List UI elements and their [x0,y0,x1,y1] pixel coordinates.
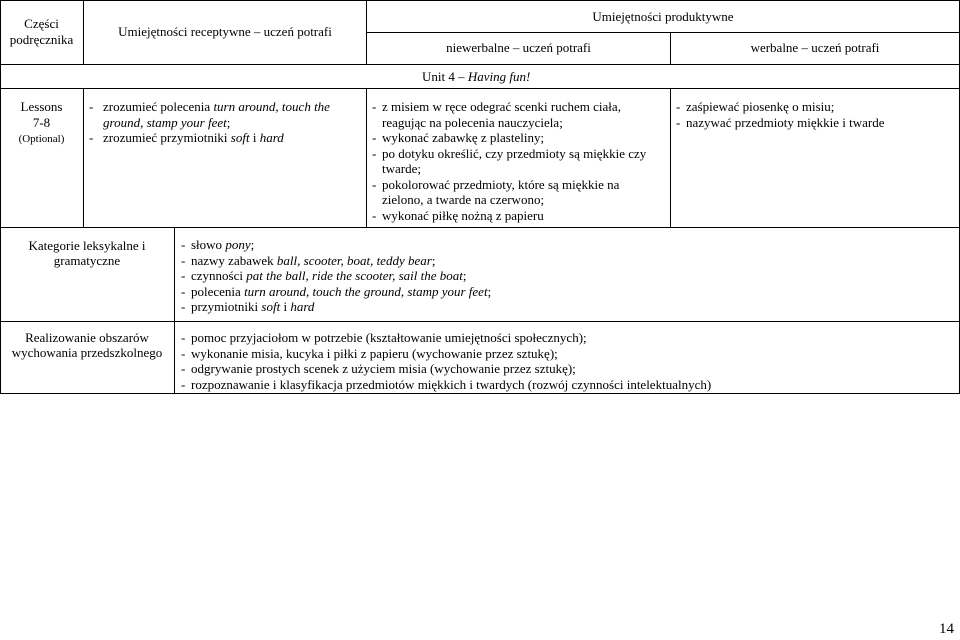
category-item: - polecenia turn around, touch the ground, stamp your feet; [181,284,951,300]
category-item: - słowo pony; [181,237,951,253]
col1-divider-lessons [83,88,84,227]
education-item: - rozpoznawanie i klasyfikacja przedmiotów miękkich i twardych (rozwój czynności intelektualnych) [181,377,951,393]
categories-list [181,237,951,315]
verbal-item: - nazywać przedmioty miękkie i twarde [676,115,954,131]
categories-bottom-line [0,321,960,322]
category-col-divider [174,227,175,394]
table-top-border [0,0,960,1]
table-bottom-border [0,393,960,394]
header-verbal-label: werbalne – uczeń potrafi [750,40,880,55]
unit-prefix: Unit 4 – [422,69,468,84]
col3-divider-lessons [670,88,671,227]
categories-label: Kategorie leksykalne i gramatyczne [28,238,146,268]
header-receptive-label: Umiejętności receptywne – uczeń potrafi [118,24,332,39]
header-bottom-line [0,64,960,65]
category-item: - przymiotniki soft i hard [181,299,951,315]
lessons-cell [0,99,83,147]
nonverbal-item: - po dotyku określić, czy przedmioty są miękkie czy twarde; [372,146,662,177]
receptive-item: - zrozumieć przymiotniki soft i hard [89,130,349,146]
category-item: - nazwy zabawek ball, scooter, boat, teddy bear; [181,253,951,269]
unit-name: Having fun! [467,69,531,84]
header-productive-label: Umiejętności produktywne [592,9,734,24]
education-item: - odgrywanie prostych scenek z użyciem misia (wychowanie przez sztukę); [181,361,951,377]
lessons-title: Lessons [20,99,63,114]
nonverbal-skills-list [372,99,662,223]
education-item: - pomoc przyjaciołom w potrzebie (kształtowanie umiejętności społecznych); [181,330,951,346]
category-item: - czynności pat the ball, ride the scooter, sail the boat; [181,268,951,284]
unit-bottom-line [0,88,960,89]
header-nonverbal-label: niewerbalne – uczeń potrafi [446,40,591,55]
verbal-skills-list [676,99,954,130]
nonverbal-item: - z misiem w ręce odegrać scenki ruchem ciała, reagując na polecenia nauczyciela; [372,99,662,130]
lessons-range: 7-8 [32,115,51,130]
education-item: - wykonanie misia, kucyka i piłki z papieru (wychowanie przez sztukę); [181,346,951,362]
col2-divider-lessons [366,88,367,227]
verbal-item: - zaśpiewać piosenkę o misiu; [676,99,954,115]
table-left-border [0,0,1,394]
page-number: 14 [939,621,954,637]
nonverbal-item: - wykonać piłkę nożną z papieru [372,208,662,224]
header-split-line [366,32,960,33]
education-label: Realizowanie obszarów wychowania przedszkolnego [11,330,163,360]
receptive-item: - zrozumieć polecenia turn around, touch the ground, stamp your feet; [89,99,349,130]
header-parts-label: Części podręcznika [9,16,74,47]
nonverbal-item: - wykonać zabawkę z plasteliny; [372,130,662,146]
unit-title [422,69,530,85]
lessons-note: (Optional) [18,133,65,145]
nonverbal-item: - pokolorować przedmioty, które są miękkie na zielono, a twarde na czerwono; [372,177,662,208]
education-list [181,330,951,392]
receptive-skills-list [89,99,349,146]
lessons-bottom-line [0,227,960,228]
